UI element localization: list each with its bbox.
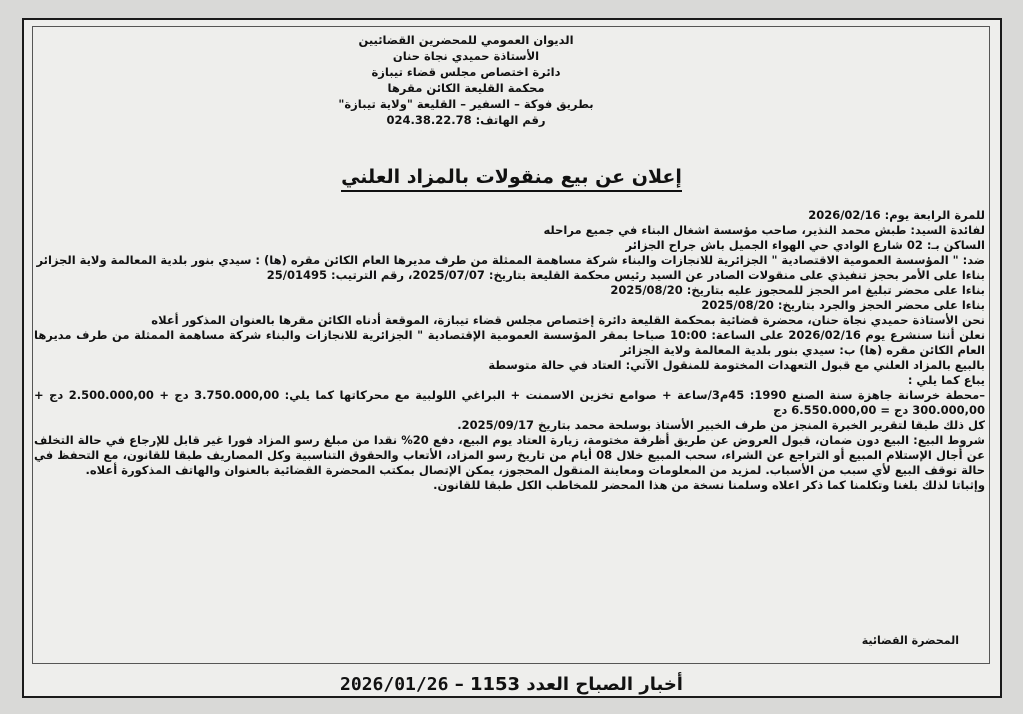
notice-body: [34, 208, 985, 493]
footer-date: 2026/01/26: [340, 674, 449, 695]
header-line: بطريق فوكة – السفير – القليعة "ولاية تيبازة": [338, 97, 594, 111]
paragraph: بالبيع بالمزاد العلني مع قبول التعهدات المختومة للمنقول الآتي: العتاد في حالة متوسطة: [488, 358, 985, 372]
signature: المحضرة القضائية: [861, 634, 959, 647]
notice-title: إعلان عن بيع منقولات بالمزاد العلني: [341, 166, 682, 192]
paragraph: الساكن بـ: 02 شارع الوادي حي الهواء الجميل باش جراح الجزائر: [625, 238, 985, 252]
paragraph: ضد: " المؤسسة العمومية الاقتصادية " الجزائرية للانجازات والبناء شركة مساهمة الممثلة من طرف مديرها العام الكائن مقره (ها) : سيدي بنور بلدية المعالمة ولاية الجزائر: [36, 253, 985, 267]
paragraph: وإثباتا لذلك بلغنا وتكلمنا كما ذكر اعلاه وسلمنا نسخة من هذا المحضر للمخاطب الكل طبقا للقانون.: [433, 478, 985, 492]
header-line: محكمة القليعة الكائن مقرها: [387, 81, 545, 95]
paragraph: بناءا على محضر الحجز والجرد بتاريخ: 2025/08/20: [701, 298, 985, 312]
notice-title-wrap: [0, 166, 1023, 188]
paragraph: –محطة خرسانة جاهزة سنة الصنع 1990: 45م3/ساعة + صوامع تخزين الاسمنت + البراغي اللولبية مع محركاتها كما يلي: 3.750.000,00 دج + 2.500.000,00 دج + 300.000,00 دج = 6.550.000,00 دج: [34, 388, 985, 417]
header-line: الأستاذة حميدي نجاة حنان: [392, 49, 540, 63]
paragraph: نعلن أننا سنشرع يوم 2026/02/16 على الساعة: 10:00 صباحا بمقر المؤسسة العمومية الإقتصادية " الجزائرية للانجازات والبناء شركة مساهمة الممثلة من طرف مديرها العام الكائن مقره (ها) ب: سيدي بنور بلدية المعالمة ولاية الجزائر: [34, 328, 986, 357]
header-line: دائرة اختصاص مجلس قضاء تيبازة: [371, 65, 561, 79]
header-line: الديوان العمومي للمحضرين القضائيين: [358, 33, 574, 47]
footer-label: أخبار الصباح العدد 1153 –: [454, 674, 683, 695]
paragraph: شروط البيع: البيع دون ضمان، قبول العروض عن طريق أظرفة مختومة، زيارة العتاد يوم البيع، دفع 20% نقدا من مبلغ رسو المزاد فورا غير قابل للإرجاع في حالة التخلف عن أجال الإستلام المبيع أو التراجع عن الشراء، سحب المبيع خلال 08 أيام من تاريخ رسو المزاد، الأتعاب والحقوق التناسبية وكل المصاريف طبقا للقانون، مع التحفظ في حالة توقف البيع لأي سبب من الأسباب. لمزيد من المعلومات ومعاينة المنقول المحجوز، يمكن الإتصال بمكتب المحضرة القضائية بالعنوان والهاتف المذكورة أعلاه.: [34, 433, 985, 477]
paragraph: نحن الأستاذة حميدي نجاة حنان، محضرة قضائية بمحكمة القليعة دائرة إختصاص مجلس قضاء تيبازة، الموقعة أدناه الكائن مقرها بالعنوان المذكور أعلاه: [151, 313, 985, 327]
paragraph: كل ذلك طبقا لتقرير الخبرة المنجز من طرف الخبير الأستاذ بوسلحة محمد بتاريخ 2025/09/17.: [457, 418, 985, 432]
newspaper-footer: [0, 674, 1023, 695]
office-header: [301, 32, 631, 128]
paragraph: بناءا على محضر تبليغ امر الحجز للمحجوز عليه بتاريخ: 2025/08/20: [610, 283, 985, 297]
paragraph: للمرة الرابعة يوم: 2026/02/16: [808, 208, 985, 222]
paragraph: لفائدة السيد: طبش محمد النذير، صاحب مؤسسة اشغال البناء في جميع مراحله: [543, 223, 985, 237]
paragraph: بناءا على الأمر بحجز تنفيذي على منقولات الصادر عن السيد رئيس محكمة القليعة بتاريخ: 2025/07/07، رقم الترتيب: 25/01495: [266, 268, 985, 282]
header-phone: رقم الهاتف: 024.38.22.78: [386, 113, 546, 127]
paragraph: يباع كما يلي :: [907, 373, 985, 387]
